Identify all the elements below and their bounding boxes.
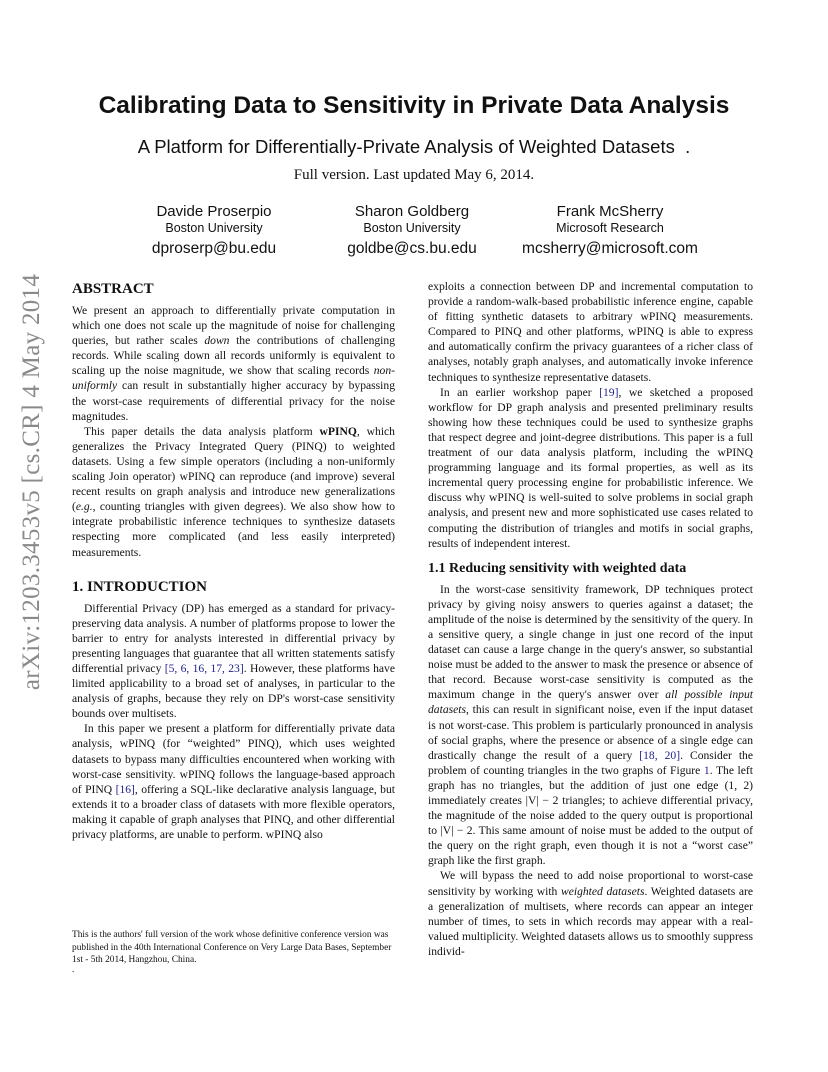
author-block — [114, 203, 314, 260]
intro-heading: 1. INTRODUCTION — [72, 578, 208, 595]
author-affiliation: Boston University — [165, 221, 263, 235]
author-block — [510, 203, 710, 260]
author-affiliation: Microsoft Research — [556, 221, 664, 235]
author-affiliation: Boston University — [363, 221, 461, 235]
right-column — [428, 279, 753, 959]
paper-subtitle — [0, 136, 828, 158]
citation-link[interactable]: [18, 20] — [639, 748, 681, 762]
abstract-heading: ABSTRACT — [72, 281, 154, 297]
citation-link[interactable]: [16] — [115, 782, 135, 796]
subsection-heading: 1.1 Reducing sensitivity with weighted data — [428, 560, 687, 576]
arxiv-stamp-text: arXiv:1203.3453v5 [cs.CR] 4 May 2014 — [18, 273, 46, 691]
author-block — [312, 203, 512, 260]
intro-paragraph: In this paper we present a platform for differentially private data analysis, wPINQ (for “weighted” PINQ), which uses weighted datasets to bypass many difficulties encountered when working with worst-case sensitivity. wPINQ follows the language-based approach of PINQ [16], offering a SQL-like declarative analysis language, but extends it to a broader class of datasets with more flexible operators, making it capable of graph analyses that PINQ, and other differential privacy platforms, are unable to perform. wPINQ also — [72, 722, 395, 841]
body-paragraph: exploits a connection between DP and incremental computation to provide a random-walk-based probabilistic inference engine, capable of fitting synthetic datasets to arbitrary wPINQ measurements. Compared to PINQ and other platforms, wPINQ is able to express and automatically confirm the privacy guarantees of a richer class of analyses, notably graph analyses, and automatically invoke inference techniques to synthesize representative datasets. — [428, 280, 753, 384]
body-paragraph: We will bypass the need to add noise proportional to worst-case sensitivity by working with weighted datasets. Weighted datasets are a generalization of multisets, where records can appear an integer number of times, to sets in which records may appear with a real-valued multiplicity. Weighted datasets allows us to smoothly suppress individ- — [428, 869, 753, 958]
figure-link[interactable]: 1 — [703, 763, 710, 777]
author-name: Frank McSherry — [556, 203, 664, 220]
abstract-paragraph: We present an approach to differentially private computation in which one does not scale up the magnitude of noise for challenging queries, but rather scales down the contributions of challenging records. While scaling down all records uniformly is equivalent to scaling up the noise magnitude, we show that scaling records non-uniformly can result in substantially higher accuracy by bypassing the worst-case requirements of differential privacy for the noise magnitudes. — [72, 304, 395, 423]
paper-title: Calibrating Data to Sensitivity in Private Data Analysis — [98, 92, 730, 119]
version-note: Full version. Last updated May 6, 2014. — [293, 167, 535, 183]
author-email: goldbe@cs.bu.edu — [347, 240, 477, 257]
body-paragraph: In an earlier workshop paper [19], we sketched a proposed workflow for DP graph analysis and presented preliminary results showing how these techniques could be used to synthesize graphs that respect degree and joint-degree distributions. This paper is a full treatment of our data analysis platform, including the wPINQ programming language and its formal properties, as well as its incremental query processing engine for probabilistic inference. We discuss why wPINQ is well-suited to solve problems in social graph analysis, and present new and more sophisticated use cases related to computing the distribution of triangles and motifs in social graphs, results of independent interest. — [428, 385, 753, 550]
author-name: Sharon Goldberg — [354, 203, 470, 220]
subtitle-text: A Platform for Differentially-Private Analysis of Weighted Datasets — [137, 136, 675, 157]
citation-link[interactable]: [5, 6, 16, 17, 23] — [164, 661, 244, 675]
footnote-mark: . — [72, 964, 75, 974]
author-email: mcsherry@microsoft.com — [522, 240, 698, 257]
subtitle-mark: . — [685, 136, 691, 157]
author-name: Davide Proserpio — [156, 203, 272, 220]
left-column — [72, 280, 395, 842]
abstract-paragraph: This paper details the data analysis platform wPINQ, which generalizes the Privacy Integrated Query (PINQ) to weighted datasets. Using a few simple operators (including a non-uniformly scaling Join operator) wPINQ can reproduce (and improve) several recent results on graph analysis and introduce new generalizations (e.g., counting triangles with given degrees). We also show how to integrate probabilistic inference techniques to synthesize datasets respecting more complicated (and less easily interpreted) measurements. — [72, 424, 395, 559]
intro-paragraph: Differential Privacy (DP) has emerged as a standard for privacy-preserving data analysis. A number of platforms propose to lower the barrier to entry for analysts interested in differential privacy by presenting languages that guarantee that all written statements satisfy differential privacy [5, 6, 16, 17, 23]. However, these platforms have limited applicability to a broad set of analyses, in particular to the analysis of graphs, because they rely on DP's worst-case sensitivity bounds over multisets. — [72, 601, 395, 721]
arxiv-stamp — [2, 273, 62, 691]
citation-link[interactable]: [19] — [599, 385, 619, 399]
author-email: dproserp@bu.edu — [151, 240, 277, 257]
footnote: This is the authors' full version of the work whose definitive conference version was published in the 40th International Conference on Very Large Data Bases, September 1st - 5th 2014, Hangzhou, China. — [72, 930, 392, 965]
body-paragraph: In the worst-case sensitivity framework, DP techniques protect privacy by giving noisy answers to queries against a dataset; the amplitude of the noise is determined by the sensitivity of the query. In a sensitive query, a single change in just one record of the input dataset can cause a large change in the query's answer, so substantial noise must be added to the answer to mask the presence or absence of that record. Because worst-case sensitivity is computed as the maximum change in the query's answer over all possible input datasets, this can result in significant noise, even if the input dataset is not worst-case. This problem is particularly pronounced in analysis of social graphs, where the presence or absence of a single edge can drastically change the result of a query [18, 20]. Consider the problem of counting triangles in the two graphs of Figure 1. The left graph has no triangles, but the addition of just one edge (1, 2) immediately creates |V| − 2 triangles; to achieve differential privacy, the magnitude of the noise added to the query output is proportional to |V| − 2. This same amount of noise must be added to the output of the query on the right graph, even though it is not a “worst case” graph like the first graph. — [428, 582, 753, 868]
